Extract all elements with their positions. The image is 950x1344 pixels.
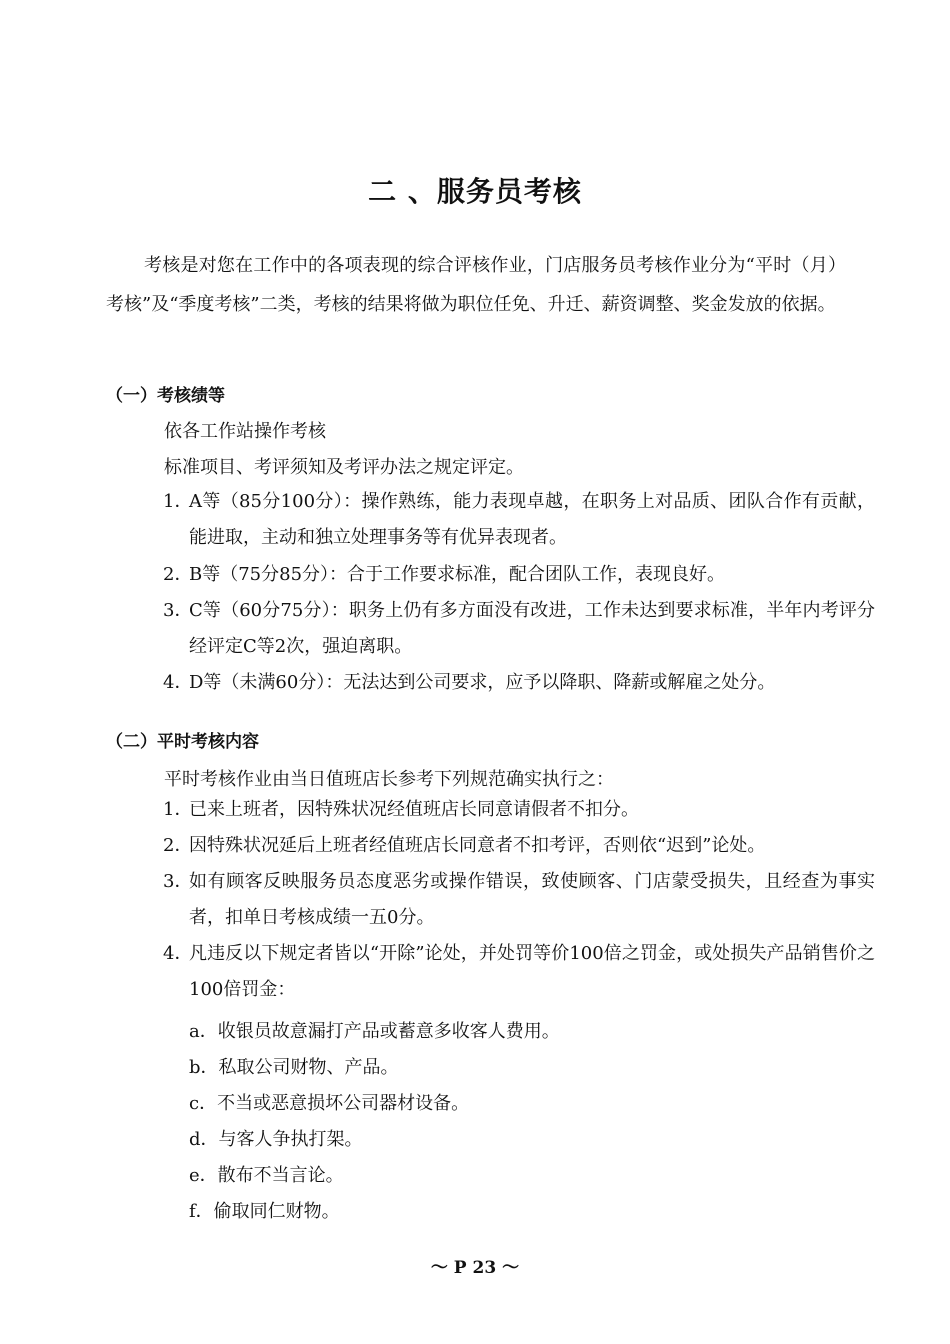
intro-paragraph: 考核是对您在工作中的各项表现的综合评核作业，门店服务员考核作业分为“平时（月）考核”及“季度考核”二类，考核的结果将做为职位任免、升迁、薪资调整、奖金发放的依据。: [106, 255, 846, 315]
subitem-letter: d．: [189, 1129, 219, 1150]
subitem-letter: a．: [189, 1021, 218, 1042]
item-text: 已来上班者，因特殊状况经值班店长同意请假者不扣分。: [189, 799, 639, 820]
item-number: 1．: [163, 799, 193, 820]
item-text: 因特殊状况延后上班者经值班店长同意者不扣考评，否则依“迟到”论处。: [189, 835, 766, 856]
item-text: 凡违反以下规定者皆以“开除”论处，并处罚等价100倍之罚金，或处损失产品销售价之100倍罚金：: [189, 943, 875, 1000]
rule-item-1: [163, 792, 875, 828]
grade-item-a: [163, 484, 875, 556]
subitem-letter: e．: [189, 1165, 218, 1186]
page-title: 二 、服务员考核: [368, 175, 582, 208]
subitem-c: [189, 1089, 469, 1115]
item-text: D等（未满60分）：无法达到公司要求，应予以降职、降薪或解雇之处分。: [189, 672, 776, 693]
section-1-heading: （一）考核绩等: [106, 386, 225, 406]
item-text: B等（75分85分）：合于工作要求标准，配合团队工作，表现良好。: [189, 564, 726, 585]
subitem-letter: f．: [189, 1201, 214, 1222]
subitem-d: [189, 1125, 363, 1151]
section-1-line-1: 依各工作站操作考核: [164, 421, 326, 442]
rule-item-2: [163, 828, 875, 864]
item-number: 1．: [163, 491, 193, 512]
subitem-text: 不当或恶意损坏公司器材设备。: [217, 1093, 470, 1114]
item-text: 如有顾客反映服务员态度恶劣或操作错误，致使顾客、门店蒙受损失，且经查为事实者，扣单日考核成绩一五0分。: [189, 871, 875, 928]
item-number: 2．: [163, 564, 193, 585]
item-number: 3．: [163, 600, 193, 621]
grade-item-d: [163, 665, 875, 701]
subitem-text: 散布不当言论。: [217, 1165, 344, 1186]
item-text: A等（85分100分）：操作熟练，能力表现卓越，在职务上对品质、团队合作有贡献，能进取，主动和独立处理事务等有优异表现者。: [189, 491, 875, 548]
page-number-footer: ～ P 23 ～: [430, 1258, 520, 1278]
section-2-heading: （二）平时考核内容: [106, 732, 259, 752]
subitem-text: 私取公司财物、产品。: [218, 1057, 399, 1078]
grade-item-c: [163, 593, 875, 665]
subitem-text: 偷取同仁财物。: [213, 1201, 340, 1222]
subitem-e: [189, 1161, 344, 1187]
grade-item-b: [163, 557, 875, 593]
subitem-text: 与客人争执打架。: [218, 1129, 363, 1150]
rule-item-4: [163, 936, 875, 1008]
item-number: 4．: [163, 672, 193, 693]
subitem-f: [189, 1197, 340, 1223]
item-number: 2．: [163, 835, 193, 856]
subitem-b: [189, 1053, 399, 1079]
item-number: 4．: [163, 943, 193, 964]
subitem-letter: b．: [189, 1057, 219, 1078]
subitem-a: [189, 1017, 560, 1043]
subitem-letter: c．: [189, 1093, 218, 1114]
item-text: C等（60分75分）：职务上仍有多方面没有改进，工作未达到要求标准，半年内考评分经评定C等2次，强迫离职。: [189, 600, 875, 657]
item-number: 3．: [163, 871, 193, 892]
subitem-text: 收银员故意漏打产品或蓄意多收客人费用。: [217, 1021, 560, 1042]
section-1-line-2: 标准项目、考评须知及考评办法之规定评定。: [164, 457, 524, 478]
rule-item-3: [163, 864, 875, 936]
section-2-lead: 平时考核作业由当日值班店长参考下列规范确实执行之：: [164, 769, 614, 790]
